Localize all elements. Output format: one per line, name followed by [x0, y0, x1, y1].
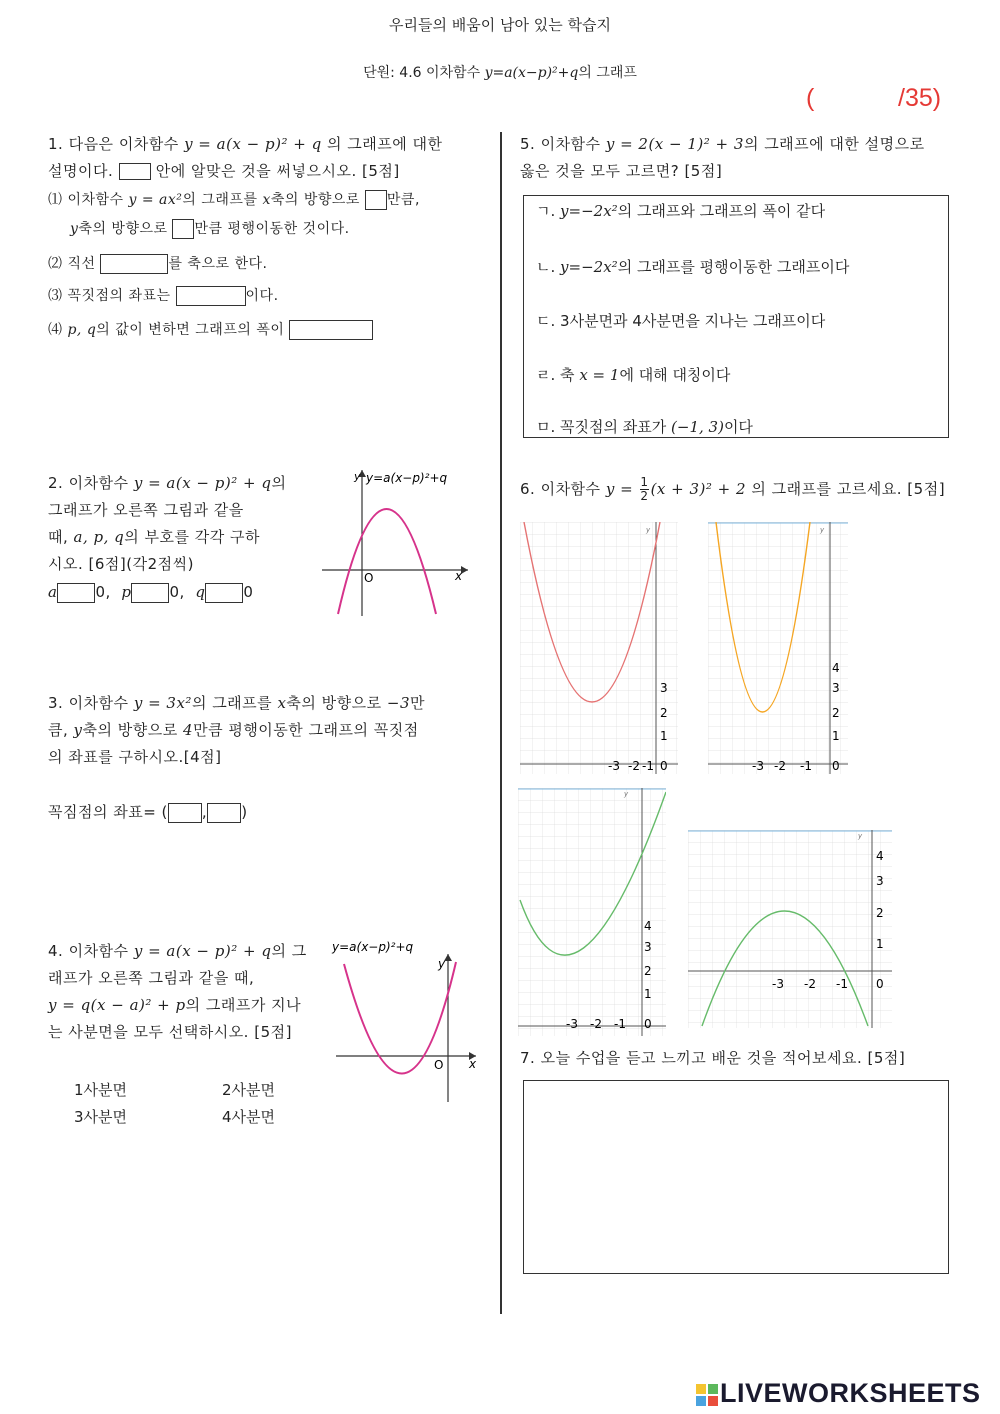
q2-line4: 시오. [6점](각2점씩) — [48, 555, 194, 573]
q3-equation: y = 3x² — [133, 694, 192, 712]
q6-g2-xtick-1: -3 — [752, 759, 764, 773]
q6-g4-xtick-1: -3 — [772, 977, 784, 991]
q3-line3: 의 좌표를 구하시오.[4점] — [48, 748, 222, 766]
q2-axis-x-label: x — [455, 569, 463, 583]
q1-s2-input[interactable] — [100, 254, 168, 274]
q6-g1-xtick-3: -1 — [642, 759, 654, 773]
q3-line1-b: 의 그래프를 — [191, 694, 273, 712]
q5-opt1-prefix: ㄱ. — [536, 202, 556, 220]
q1-s1-c: 축의 방향으로 — [270, 192, 360, 208]
q5-opt2-eq: y=−2x² — [560, 258, 618, 276]
q6-g3-ytick-2: 3 — [644, 940, 652, 954]
q3-shift-x: −3 — [386, 694, 411, 712]
q4-line1-a: 4. 이차함수 — [48, 942, 129, 960]
q6-g3-ytick-4: 1 — [644, 987, 652, 1001]
q6-g2-ytick-2: 3 — [832, 681, 840, 695]
q5-opt2-text: 의 그래프를 평행이동한 그래프이다 — [617, 258, 850, 276]
q6-line-a: 6. 이차함수 — [520, 480, 601, 498]
q3-line1-a: 3. 이차함수 — [48, 694, 129, 712]
q2-answers — [48, 579, 308, 606]
q4-graph — [328, 934, 488, 1106]
q6-g3-xtick-1: -3 — [566, 1017, 578, 1031]
q1-s1-eq: y = ax² — [128, 192, 183, 208]
q2-line1-a: 2. 이차함수 — [48, 474, 129, 492]
q3-line1-c: 축의 방향으로 — [286, 694, 382, 712]
unit-equation: y=a(x−p)²+q — [484, 65, 579, 81]
q2-a-label: a — [48, 583, 58, 601]
q6-g1-ytick-1: 3 — [660, 681, 668, 695]
q4-line2: 래프가 오른쪽 그림과 같을 때, — [48, 969, 255, 987]
q2-equation: y = a(x − p)² + q — [133, 474, 272, 492]
q3-line1-x: x — [277, 694, 287, 712]
q5-options-box — [523, 195, 949, 438]
q6-fraction — [640, 476, 648, 503]
q5-option-5[interactable] — [536, 416, 753, 437]
q6-g4-grid — [688, 830, 892, 1028]
q1-line2-b: 안에 알맞은 것을 써넣으시오. [5점] — [155, 162, 400, 180]
q6-g4-xtick-2: -2 — [804, 977, 816, 991]
score-input[interactable] — [830, 88, 894, 114]
q4-y-arrow — [444, 954, 452, 961]
q6-g4-ytick-2: 3 — [876, 874, 884, 888]
q5-opt4-text: 에 대해 대칭이다 — [619, 366, 731, 384]
q5-opt4-eq: x = 1 — [579, 366, 620, 384]
q1-s1-a: ⑴ 이차함수 — [48, 192, 124, 208]
q2-line2: 그래프가 오른쪽 그림과 같을 — [48, 501, 244, 519]
q1-line1-a: 1. 다음은 이차함수 — [48, 135, 179, 153]
q4-option-3[interactable]: 3사분면 — [74, 1108, 128, 1126]
q3-line1 — [48, 690, 488, 717]
q1-s3-input[interactable] — [176, 286, 246, 306]
q1-sub1-cont — [70, 216, 490, 243]
q1-s1-e: 축의 방향으로 — [78, 221, 168, 237]
unit-title — [0, 62, 1000, 82]
q4-line3-b: 의 그래프가 지나 — [185, 996, 302, 1014]
q2-a-zero: 0 — [95, 583, 106, 601]
q5-opt5-eq: (−1, 3) — [671, 418, 724, 436]
q3-answer-suffix: ) — [241, 803, 248, 821]
q2-line1 — [48, 470, 308, 497]
q2-p-zero: 0 — [169, 583, 180, 601]
q2-line3-a: 때, — [48, 528, 69, 546]
q2-a-input[interactable] — [57, 583, 95, 603]
q2-line1-b: 의 — [271, 474, 287, 492]
q1-s1-b: 의 그래프를 — [182, 192, 258, 208]
q2-line3-b: 의 부호를 각각 구하 — [124, 528, 261, 546]
q1-sub1 — [48, 187, 488, 214]
q5-opt5-pre: 꼭짓점의 좌표가 — [560, 418, 667, 436]
q6-g2-ytick-1: 4 — [832, 661, 840, 675]
liveworksheets-icon — [696, 1384, 718, 1406]
q6-graph-3[interactable] — [518, 788, 666, 1036]
q3-line2-c: 만큼 평행이동한 그래프의 꼭짓점 — [193, 721, 419, 739]
q6-frac-num: 1 — [640, 475, 649, 489]
q6-graph-2[interactable] — [708, 522, 848, 774]
q2-axis-y-label: y — [354, 470, 361, 483]
q6-g3-xtick-2: -2 — [590, 1017, 602, 1031]
q6-g2-xtick-3: -1 — [800, 759, 812, 773]
q2-q-input[interactable] — [205, 583, 243, 603]
q3-answer-comma: , — [201, 803, 208, 821]
q4-equation: y = a(x − p)² + q — [133, 942, 272, 960]
q1-s3-a: ⑶ 꼭짓점의 좌표는 — [48, 288, 171, 304]
q6-g1-ytick-2: 2 — [660, 706, 668, 720]
q5-option-3[interactable] — [536, 310, 825, 331]
q6-g2-y-label: y — [820, 526, 825, 534]
q3-answer-prefix: 꼭짐점의 좌표= ( — [48, 803, 168, 821]
q6-g1-xtick-4: 0 — [660, 759, 668, 773]
unit-prefix: 단원: 4.6 이차함수 — [363, 65, 481, 81]
q2-line3-vars: a, p, q — [73, 528, 125, 546]
q6-g3-y-label: y — [624, 790, 629, 798]
q5-option-1[interactable] — [536, 200, 825, 221]
q4-line3 — [48, 992, 312, 1019]
q6-g4-xtick-4: 0 — [876, 977, 884, 991]
q2-p-input[interactable] — [131, 583, 169, 603]
q1-s4-b: 의 값이 변하면 그래프의 폭이 — [96, 322, 285, 338]
q6-g2-ytick-4: 1 — [832, 729, 840, 743]
q3-line2-y: y — [73, 721, 83, 739]
q6-graph-1[interactable] — [520, 522, 678, 774]
q6-eq-b: (x + 3)² + 2 — [650, 480, 747, 498]
q1-s4-a: ⑷ — [48, 322, 63, 338]
q6-g4-ytick-3: 2 — [876, 906, 884, 920]
q4-option-1[interactable]: 1사분면 — [74, 1081, 128, 1099]
q6-g3-ytick-3: 2 — [644, 964, 652, 978]
q3-line2 — [48, 717, 488, 744]
q1-s1-input-y[interactable] — [172, 219, 194, 239]
q2-sep-1: , — [105, 583, 111, 601]
q1-sub3 — [48, 283, 488, 310]
q5-line2: 옳은 것을 모두 고르면? [5점] — [520, 162, 723, 180]
q5-opt1-text: 의 그래프와 그래프의 폭이 같다 — [617, 202, 826, 220]
q6-g3-ytick-1: 4 — [644, 919, 652, 933]
q5-opt5-text: 이다 — [723, 418, 753, 436]
q2-graph — [318, 464, 478, 620]
q6-line-b: 의 그래프를 고르세요. [5점] — [751, 480, 946, 498]
q5-option-4[interactable] — [536, 364, 730, 385]
q1-line1-b: 의 그래프에 대한 — [326, 135, 443, 153]
q2-q-zero: 0 — [243, 583, 254, 601]
worksheet-title: 우리들의 배움이 남아 있는 학습지 — [389, 16, 611, 34]
q5-opt4-pre: 축 — [560, 366, 575, 384]
q1-line2 — [48, 158, 488, 185]
q6-g4-y-label: y — [858, 832, 863, 840]
q1-sample-box — [119, 163, 151, 180]
q6-eq-a: y = — [605, 480, 634, 498]
q5-opt1-eq: y=−2x² — [560, 202, 618, 220]
q4-option-4[interactable]: 4사분면 — [222, 1108, 276, 1126]
q4-axis-x-label: x — [469, 1057, 477, 1071]
q2-graph-label: y=a(x−p)²+q — [366, 471, 448, 485]
q3-answer — [48, 799, 488, 826]
q1-s1-f: 만큼 평행이동한 것이다. — [194, 221, 350, 237]
unit-suffix: 의 그래프 — [578, 65, 637, 81]
q5-option-2[interactable] — [536, 256, 849, 277]
q6-g4-ytick-1: 4 — [876, 849, 884, 863]
q5-opt3-prefix: ㄷ. — [536, 312, 556, 330]
q1-s4-pq: p, q — [67, 322, 97, 338]
liveworksheets-wordmark: LIVEWORKSHEETS — [720, 1378, 981, 1408]
liveworksheets-logo — [696, 1378, 981, 1409]
q1-s1-d: 만큼, — [386, 192, 420, 208]
q1-sub4 — [48, 317, 488, 344]
q4-line1-b: 의 그 — [271, 942, 307, 960]
q1-s1-input-x[interactable] — [365, 190, 387, 210]
q2-origin: O — [364, 571, 374, 585]
q6-g2-xtick-4: 0 — [832, 759, 840, 773]
q4-origin: O — [434, 1058, 444, 1072]
q6-g4-ytick-4: 1 — [876, 937, 884, 951]
q7-line: 7. 오늘 수업을 듣고 느끼고 배운 것을 적어보세요. [5점] — [520, 1049, 906, 1067]
q6-g1-ytick-3: 1 — [660, 729, 668, 743]
q1-s3-b: 이다. — [245, 288, 279, 304]
q6-graph-4[interactable] — [688, 830, 892, 1028]
q1-sub2 — [48, 251, 488, 278]
q6-g3-xtick-3: -1 — [614, 1017, 626, 1031]
q4-line1 — [48, 938, 312, 965]
q3-input-y[interactable] — [207, 803, 241, 823]
q2-p-label: p — [121, 583, 132, 601]
q2-q-label: q — [195, 583, 206, 601]
q6-g2-xtick-2: -2 — [774, 759, 786, 773]
q5-opt4-prefix: ㄹ. — [536, 366, 556, 384]
q1-s1-y: y — [70, 221, 79, 237]
q3-shift-y: 4 — [183, 721, 194, 739]
q5-opt5-prefix: ㅁ. — [536, 418, 556, 436]
q6-g3-xtick-4: 0 — [644, 1017, 652, 1031]
q2-sep-2: , — [179, 583, 185, 601]
q5-opt3-text: 3사분면과 4사분면을 지나는 그래프이다 — [560, 312, 826, 330]
q6-g1-xtick-1: -3 — [608, 759, 620, 773]
q4-axis-y-label: y — [438, 957, 446, 971]
q3-line2-b: 축의 방향으로 — [82, 721, 178, 739]
column-divider — [500, 132, 502, 1314]
q1-equation: y = a(x − p)² + q — [184, 135, 322, 153]
q6-g4-xtick-3: -1 — [836, 977, 848, 991]
q2-line3 — [48, 524, 308, 551]
q1-line2-a: 설명이다. — [48, 162, 114, 180]
q6-frac-den: 2 — [640, 489, 649, 503]
q6-g1-grid — [520, 522, 678, 774]
q3-line1-d: 만 — [410, 694, 426, 712]
q5-line1-a: 5. 이차함수 — [520, 135, 601, 153]
q3-line2-a: 큼, — [48, 721, 69, 739]
q1-s1-x: x — [262, 192, 271, 208]
q5-equation: y = 2(x − 1)² + 3 — [605, 135, 744, 153]
q3-input-x[interactable] — [168, 803, 202, 823]
q4-graph-label: y=a(x−p)²+q — [332, 940, 414, 954]
q5-line1 — [520, 131, 960, 158]
q6-g1-xtick-2: -2 — [628, 759, 640, 773]
q2-parabola — [338, 509, 436, 614]
q6-g1-y-label: y — [646, 526, 651, 534]
q6-g2-ytick-3: 2 — [832, 706, 840, 720]
q6-g2-grid — [708, 522, 848, 774]
q1-line1 — [48, 131, 488, 158]
q5-opt2-prefix: ㄴ. — [536, 258, 556, 276]
q4-option-2[interactable]: 2사분면 — [222, 1081, 276, 1099]
q4-line4: 는 사분면을 모두 선택하시오. [5점] — [48, 1023, 292, 1041]
q1-s2-a: ⑵ 직선 — [48, 256, 96, 272]
q1-s4-input[interactable] — [289, 320, 373, 340]
score-total: /35) — [898, 84, 942, 112]
q6-line — [520, 476, 960, 516]
q7-answer-area[interactable] — [523, 1080, 949, 1274]
q5-line1-b: 의 그래프에 대한 설명으로 — [743, 135, 925, 153]
q1-s2-b: 를 축으로 한다. — [168, 256, 268, 272]
score-open: ( — [806, 84, 815, 112]
q4-equation-2: y = q(x − a)² + p — [48, 996, 186, 1014]
q4-parabola — [344, 962, 456, 1074]
